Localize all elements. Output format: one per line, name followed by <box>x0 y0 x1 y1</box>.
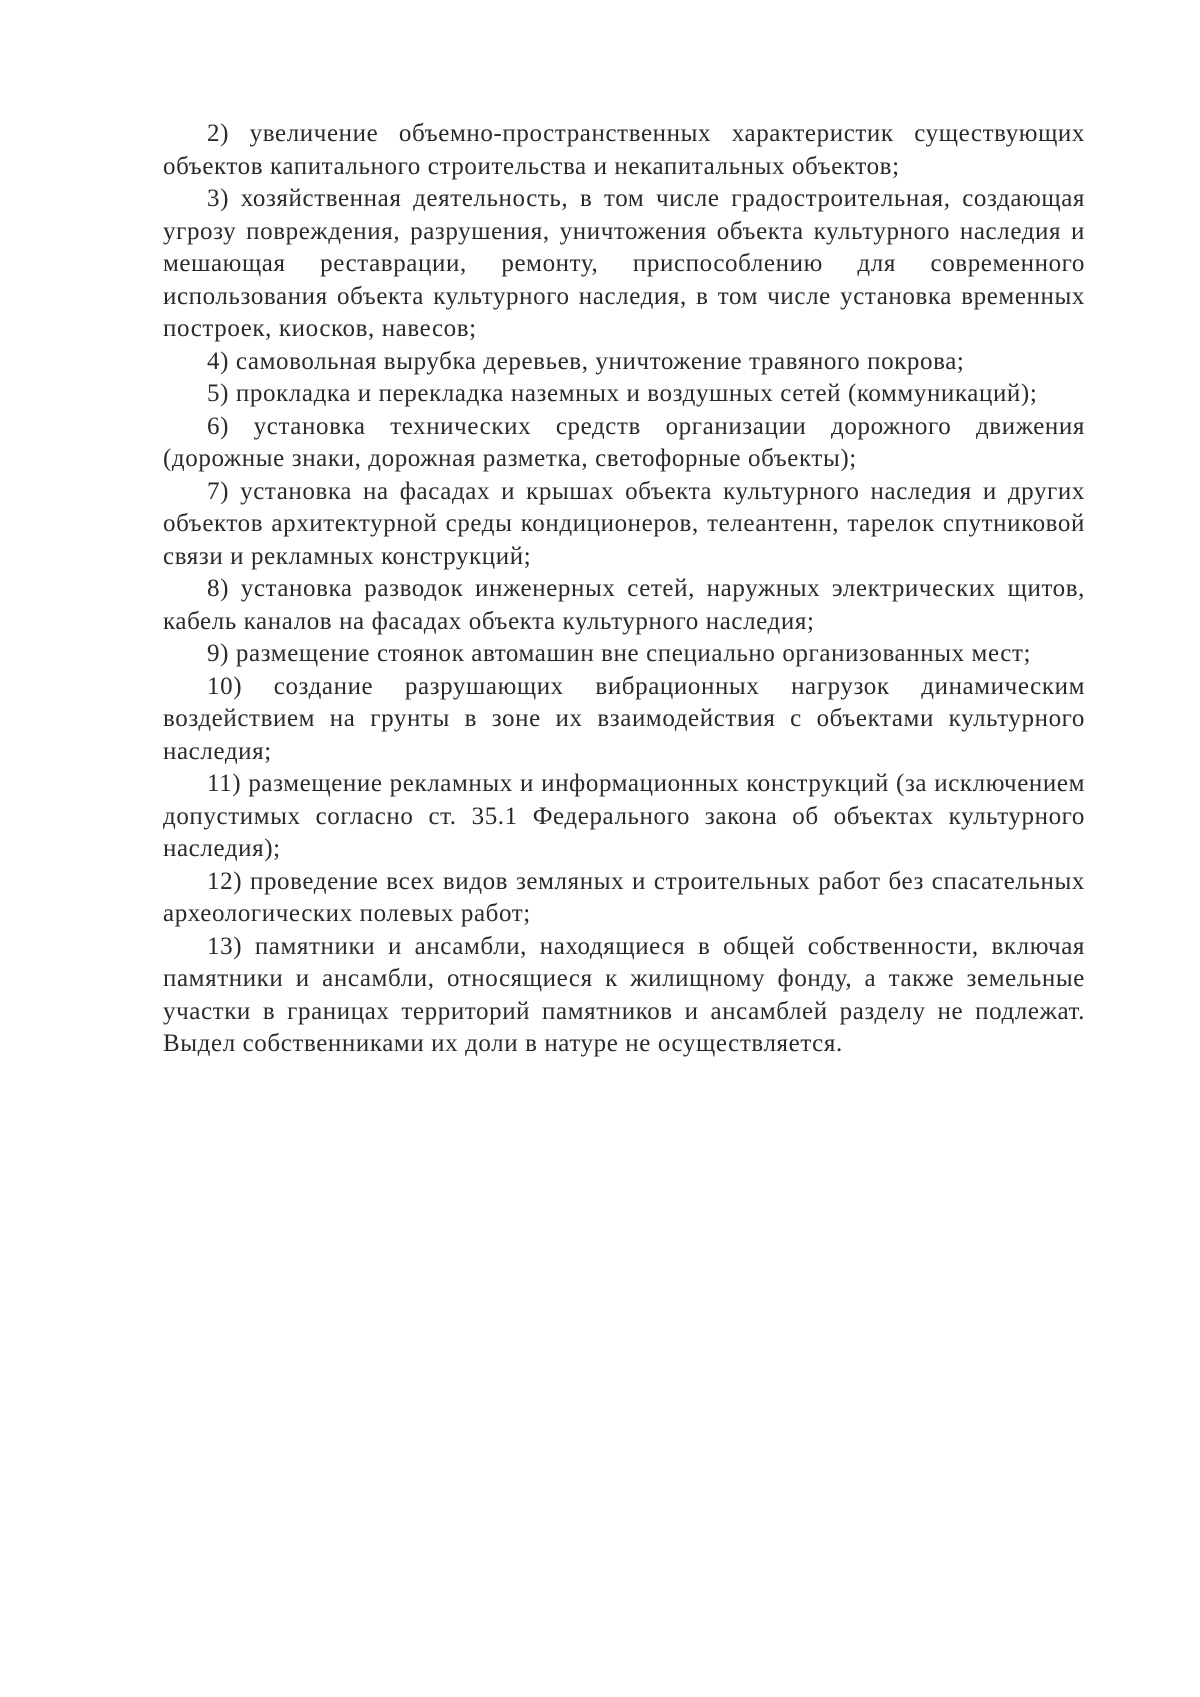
document-body <box>163 118 1085 1061</box>
list-item-11: 11) размещение рекламных и информационных конструкций (за исключением допустимых согласно ст. 35.1 Федерального закона об объектах культурного наследия); <box>163 770 1085 862</box>
list-item-8: 8) установка разводок инженерных сетей, наружных электрических щитов, кабель каналов на фасадах объекта культурного наследия; <box>163 575 1085 635</box>
list-item-10: 10) создание разрушающих вибрационных нагрузок динамическим воздействием на грунты в зоне их взаимодействия с объектами культурного наследия; <box>163 672 1085 765</box>
list-item-2: 2) увеличение объемно-пространственных характеристик существующих объектов капитального строительства и некапитальных объектов; <box>163 120 1085 180</box>
list-item-13: 13) памятники и ансамбли, находящиеся в общей собственности, включая памятники и ансамбли, относящиеся к жилищному фонду, а также земельные участки в границах территорий памятников и ансамблей разделу не подлежат. Выдел собственниками их доли в натуре не осуществляется. <box>163 932 1085 1057</box>
list-item-4: 4) самовольная вырубка деревьев, уничтожение травяного покрова; <box>207 347 965 375</box>
list-item-5: 5) прокладка и перекладка наземных и воздушных сетей (коммуникаций); <box>207 380 1038 407</box>
list-item-3: 3) хозяйственная деятельность, в том числе градостроительная, создающая угрозу повреждения, разрушения, уничтожения объекта культурного наследия и мешающая реставрации, ремонту, приспособлению для современного использования объекта культурного наследия, в том числе установка временных построек, киосков, навесов; <box>163 185 1085 342</box>
list-item-12: 12) проведение всех видов земляных и строительных работ без спасательных археологических полевых работ; <box>163 867 1085 927</box>
list-item-9: 9) размещение стоянок автомашин вне специально организованных мест; <box>207 640 1032 667</box>
list-item-6: 6) установка технических средств организации дорожного движения (дорожные знаки, дорожная разметка, светофорные объекты); <box>163 412 1085 472</box>
list-item-7: 7) установка на фасадах и крышах объекта культурного наследия и других объектов архитектурной среды кондиционеров, телеантенн, тарелок спутниковой связи и рекламных конструкций; <box>163 477 1085 570</box>
